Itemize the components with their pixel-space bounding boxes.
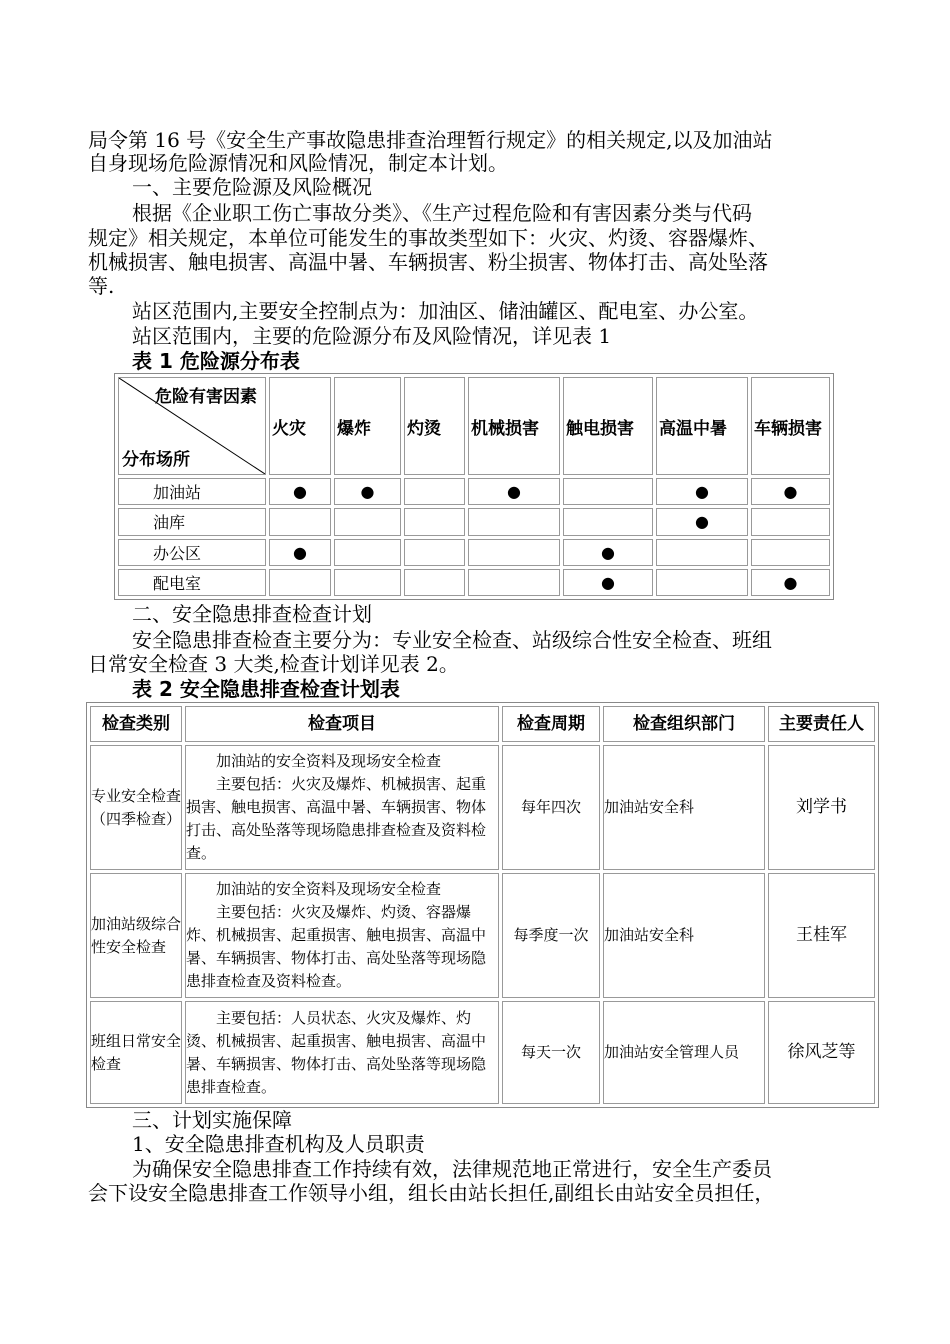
hazard-mark: ●: [751, 569, 830, 596]
hazard-mark: [751, 539, 830, 566]
column-header: 火灾: [269, 377, 331, 475]
hazard-mark: [404, 508, 465, 535]
item-line: 加油站的安全资料及现场安全检查: [216, 880, 442, 899]
person-cell: 王桂军: [768, 873, 875, 998]
hazard-mark: [334, 508, 401, 535]
row-label: 配电室: [118, 569, 266, 596]
hazard-mark: ●: [563, 539, 653, 566]
hazard-mark: ●: [656, 508, 748, 535]
paragraph-line: 规定》相关规定，本单位可能发生的事故类型如下：火灾、灼烫、容器爆炸、: [88, 226, 768, 250]
section-heading-1: 一、主要危险源及风险概况: [132, 175, 372, 199]
paragraph-line: 机械损害、触电损害、高温中暑、车辆损害、粉尘损害、物体打击、高处坠落: [88, 250, 768, 274]
paragraph-line: 根据《企业职工伤亡事故分类》、《生产过程危险和有害因素分类与代码: [132, 201, 752, 225]
hazard-mark: [334, 539, 401, 566]
table1-corner-cell: [118, 377, 266, 475]
hazard-mark: ●: [468, 478, 560, 505]
inspection-plan-table: [86, 702, 879, 1108]
column-header: 爆炸: [334, 377, 401, 475]
column-header: 车辆损害: [751, 377, 830, 475]
section-heading-3: 三、计划实施保障: [132, 1108, 292, 1132]
table-row: [90, 873, 875, 998]
period-cell: 每年四次: [502, 745, 600, 870]
item-line: 主要包括：火灾及爆炸、机械损害、起重损害、触电损害、高温中暑、车辆损害、物体打击、高处坠落等现场隐患排查检查及资料检查。: [186, 775, 487, 863]
column-header: 检查类别: [90, 706, 182, 742]
hazard-mark: [751, 508, 830, 535]
column-header: 触电损害: [563, 377, 653, 475]
item-cell: [185, 873, 499, 998]
column-header: 灼烫: [404, 377, 465, 475]
hazard-mark: [404, 478, 465, 505]
column-header: 检查组织部门: [603, 706, 765, 742]
hazard-mark: [468, 539, 560, 566]
table-row: [118, 569, 830, 596]
hazard-mark: [404, 569, 465, 596]
hazard-mark: ●: [656, 478, 748, 505]
item-line: 主要包括：人员状态、火灾及爆炸、灼烫、机械损害、起重损害、触电损害、高温中暑、车辆损害、物体打击、高处坠落等现场隐患排查检查。: [186, 1008, 487, 1096]
person-cell: 刘学书: [768, 745, 875, 870]
category-cell: 专业安全检查（四季检查）: [90, 745, 182, 870]
hazard-mark: [656, 539, 748, 566]
subsection-heading: 1、安全隐患排查机构及人员职责: [132, 1132, 425, 1156]
dept-cell: 加油站安全管理人员: [603, 1001, 765, 1104]
corner-bottom-label: 分布场所: [122, 450, 190, 470]
paragraph-line: 会下设安全隐患排查工作领导小组，组长由站长担任,副组长由站安全员担任，: [88, 1181, 775, 1205]
paragraph-line: 安全隐患排查检查主要分为：专业安全检查、站级综合性安全检查、班组: [132, 628, 772, 652]
paragraph-line: 自身现场危险源情况和风险情况，制定本计划。: [88, 151, 508, 175]
section-heading-2: 二、安全隐患排查检查计划: [132, 602, 372, 626]
item-cell: [185, 745, 499, 870]
hazard-mark: [269, 508, 331, 535]
table-row: [118, 539, 830, 566]
column-header: 高温中暑: [656, 377, 748, 475]
paragraph-line: 等.: [88, 274, 115, 298]
hazard-mark: [468, 569, 560, 596]
column-header: 主要责任人: [768, 706, 875, 742]
table-row: [90, 1001, 875, 1104]
period-cell: 每季度一次: [502, 873, 600, 998]
hazard-mark: ●: [563, 569, 653, 596]
table-row: [90, 745, 875, 870]
paragraph-line: 站区范围内,主要安全控制点为：加油区、储油罐区、配电室、办公室。: [132, 299, 759, 323]
period-cell: 每天一次: [502, 1001, 600, 1104]
hazard-distribution-table: [114, 373, 834, 600]
category-cell: 加油站级综合性安全检查: [90, 873, 182, 998]
hazard-mark: [563, 478, 653, 505]
column-header: 检查周期: [502, 706, 600, 742]
dept-cell: 加油站安全科: [603, 873, 765, 998]
person-cell: 徐风芝等: [768, 1001, 875, 1104]
table2-caption: 表 2 安全隐患排查检查计划表: [132, 677, 400, 701]
paragraph-line: 日常安全检查 3 大类,检查计划详见表 2。: [88, 652, 459, 676]
paragraph-line: 站区范围内，主要的危险源分布及风险情况，详见表 1: [132, 324, 612, 348]
row-label: 办公区: [118, 539, 266, 566]
item-line: 主要包括：火灾及爆炸、灼烫、容器爆炸、机械损害、起重损害、触电损害、高温中暑、车辆损害、物体打击、高处坠落等现场隐患排查检查及资料检查。: [186, 903, 487, 991]
table-row: [118, 508, 830, 535]
item-line: 加油站的安全资料及现场安全检查: [216, 752, 442, 771]
hazard-mark: [404, 539, 465, 566]
hazard-mark: [468, 508, 560, 535]
hazard-mark: ●: [269, 539, 331, 566]
table-row: [118, 478, 830, 505]
table1-caption: 表 1 危险源分布表: [132, 349, 300, 373]
hazard-mark: [269, 569, 331, 596]
hazard-mark: [334, 569, 401, 596]
hazard-mark: ●: [269, 478, 331, 505]
corner-top-label: 危险有害因素: [155, 387, 257, 407]
hazard-mark: [563, 508, 653, 535]
hazard-mark: ●: [751, 478, 830, 505]
hazard-mark: [656, 569, 748, 596]
column-header: 检查项目: [185, 706, 499, 742]
dept-cell: 加油站安全科: [603, 745, 765, 870]
paragraph-line: 为确保安全隐患排查工作持续有效，法律规范地正常进行，安全生产委员: [132, 1157, 772, 1181]
row-label: 加油站: [118, 478, 266, 505]
hazard-mark: ●: [334, 478, 401, 505]
item-cell: [185, 1001, 499, 1104]
paragraph-line: 局令第 16 号《安全生产事故隐患排查治理暂行规定》的相关规定,以及加油站: [88, 128, 773, 152]
column-header: 机械损害: [468, 377, 560, 475]
row-label: 油库: [118, 508, 266, 535]
category-cell: 班组日常安全检查: [90, 1001, 182, 1104]
